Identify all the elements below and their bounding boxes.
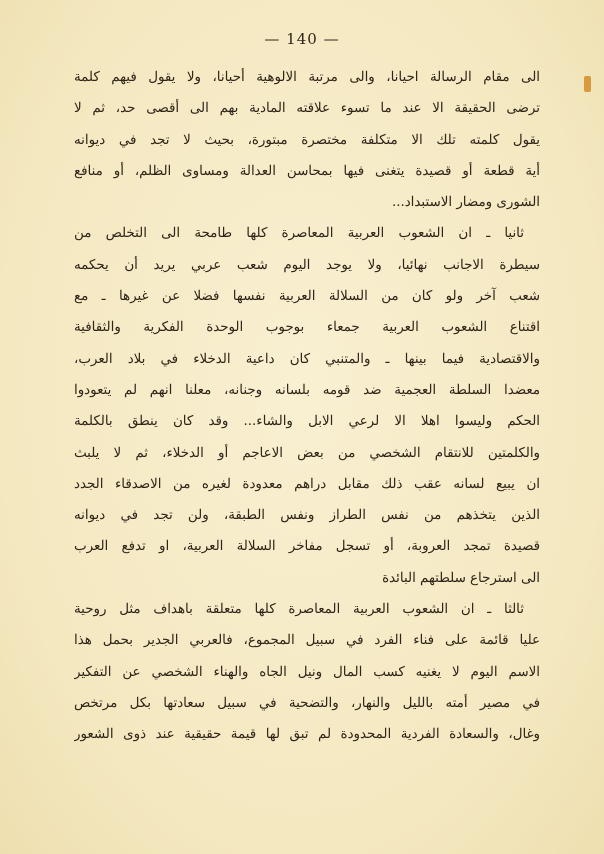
text-line: ثالثا ـ ان الشعوب العربية المعاصرة كلها متعلقة باهداف مثل روحية	[74, 602, 524, 618]
text-line: ترضى الحقيقة الا عند ما تسوء علاقته المادية بهم الى أقصى حد، ثم لا	[74, 101, 540, 117]
text-line: يقول كلمته تلك الا متكلفة مختصرة مبتورة، بحيث لا تجد في ديوانه	[74, 132, 540, 148]
text-line: والاقتصادية فيما بينها ـ والمتنبي كان داعية الدخلاء في بلاد العرب،	[74, 351, 540, 367]
text-line: الشورى ومضار الاستبداد...	[391, 195, 540, 211]
text-line: سيطرة الاجانب نهائيا، ولا يوجد اليوم شعب عربي يريد أن يحكمه	[74, 257, 540, 273]
text-line: الى مقام الرسالة احيانا، والى مرتبة الالوهية أحيانا، ولا يقول فيهم كلمة	[74, 70, 540, 85]
text-line: وغال، والسعادة الفردية المحدودة لم تبق لها قيمة حقيقية عند ذوى الشعور	[74, 727, 540, 743]
page-number: — 140 —	[264, 30, 340, 48]
text-line: ان يبيع لسانه عقب ذلك مقابل دراهم معدودة لغيره من الاصدقاء الجدد	[74, 476, 540, 492]
text-line: عليا قائمة على فناء الفرد في سبيل المجموع، فالعربي الجدير بحمل هذا	[74, 633, 540, 649]
text-line: شعب آخر ولو كان من السلالة العربية نفسها فضلا عن غيرها ـ مع	[74, 289, 540, 305]
text-line: والكلمتين للانتقام الشخصي من بعض الاعاجم أو الدخلاء، ثم لا يلبث	[74, 445, 540, 461]
text-line: الحكم وليسوا اهلا الا لرعي الابل والشاء... وقد كان ينطق بالكلمة	[74, 414, 540, 430]
text-line: معضدا السلطة العجمية ضد قومه بلسانه وجنانه، معلنا انهم لم يتعودوا	[74, 382, 540, 398]
text-line: في مصير أمته بالليل والنهار، والتضحية في سبيل سعادتها بكل مرتخص	[74, 695, 540, 711]
text-line: اقتناع الشعوب العربية جمعاء بوجوب الوحدة الفكرية والثقافية	[74, 320, 540, 336]
text-line: الذين يتخذهم من نفس الطراز ونفس الطبقة، ولن تجد في ديوانه	[74, 508, 540, 524]
text-line: قصيدة تمجد العروبة، أو تسجل مفاخر السلالة العربية، او تدفع العرب	[74, 539, 540, 555]
body-text	[74, 62, 540, 751]
text-line: أية قطعة أو قصيدة يتغنى فيها بمحاسن العدالة ومساوى الظلم، أو منافع	[74, 163, 540, 179]
margin-marker	[584, 76, 591, 92]
text-line: ثانيا ـ ان الشعوب العربية المعاصرة كلها طامحة الى التخلص من	[74, 226, 524, 242]
text-line: الى استرجاع سلطتهم البائدة	[382, 570, 540, 586]
text-line: الاسم اليوم لا يغنيه كسب المال ونيل الجاه والهناء الشخصي عن التفكير	[74, 664, 540, 680]
